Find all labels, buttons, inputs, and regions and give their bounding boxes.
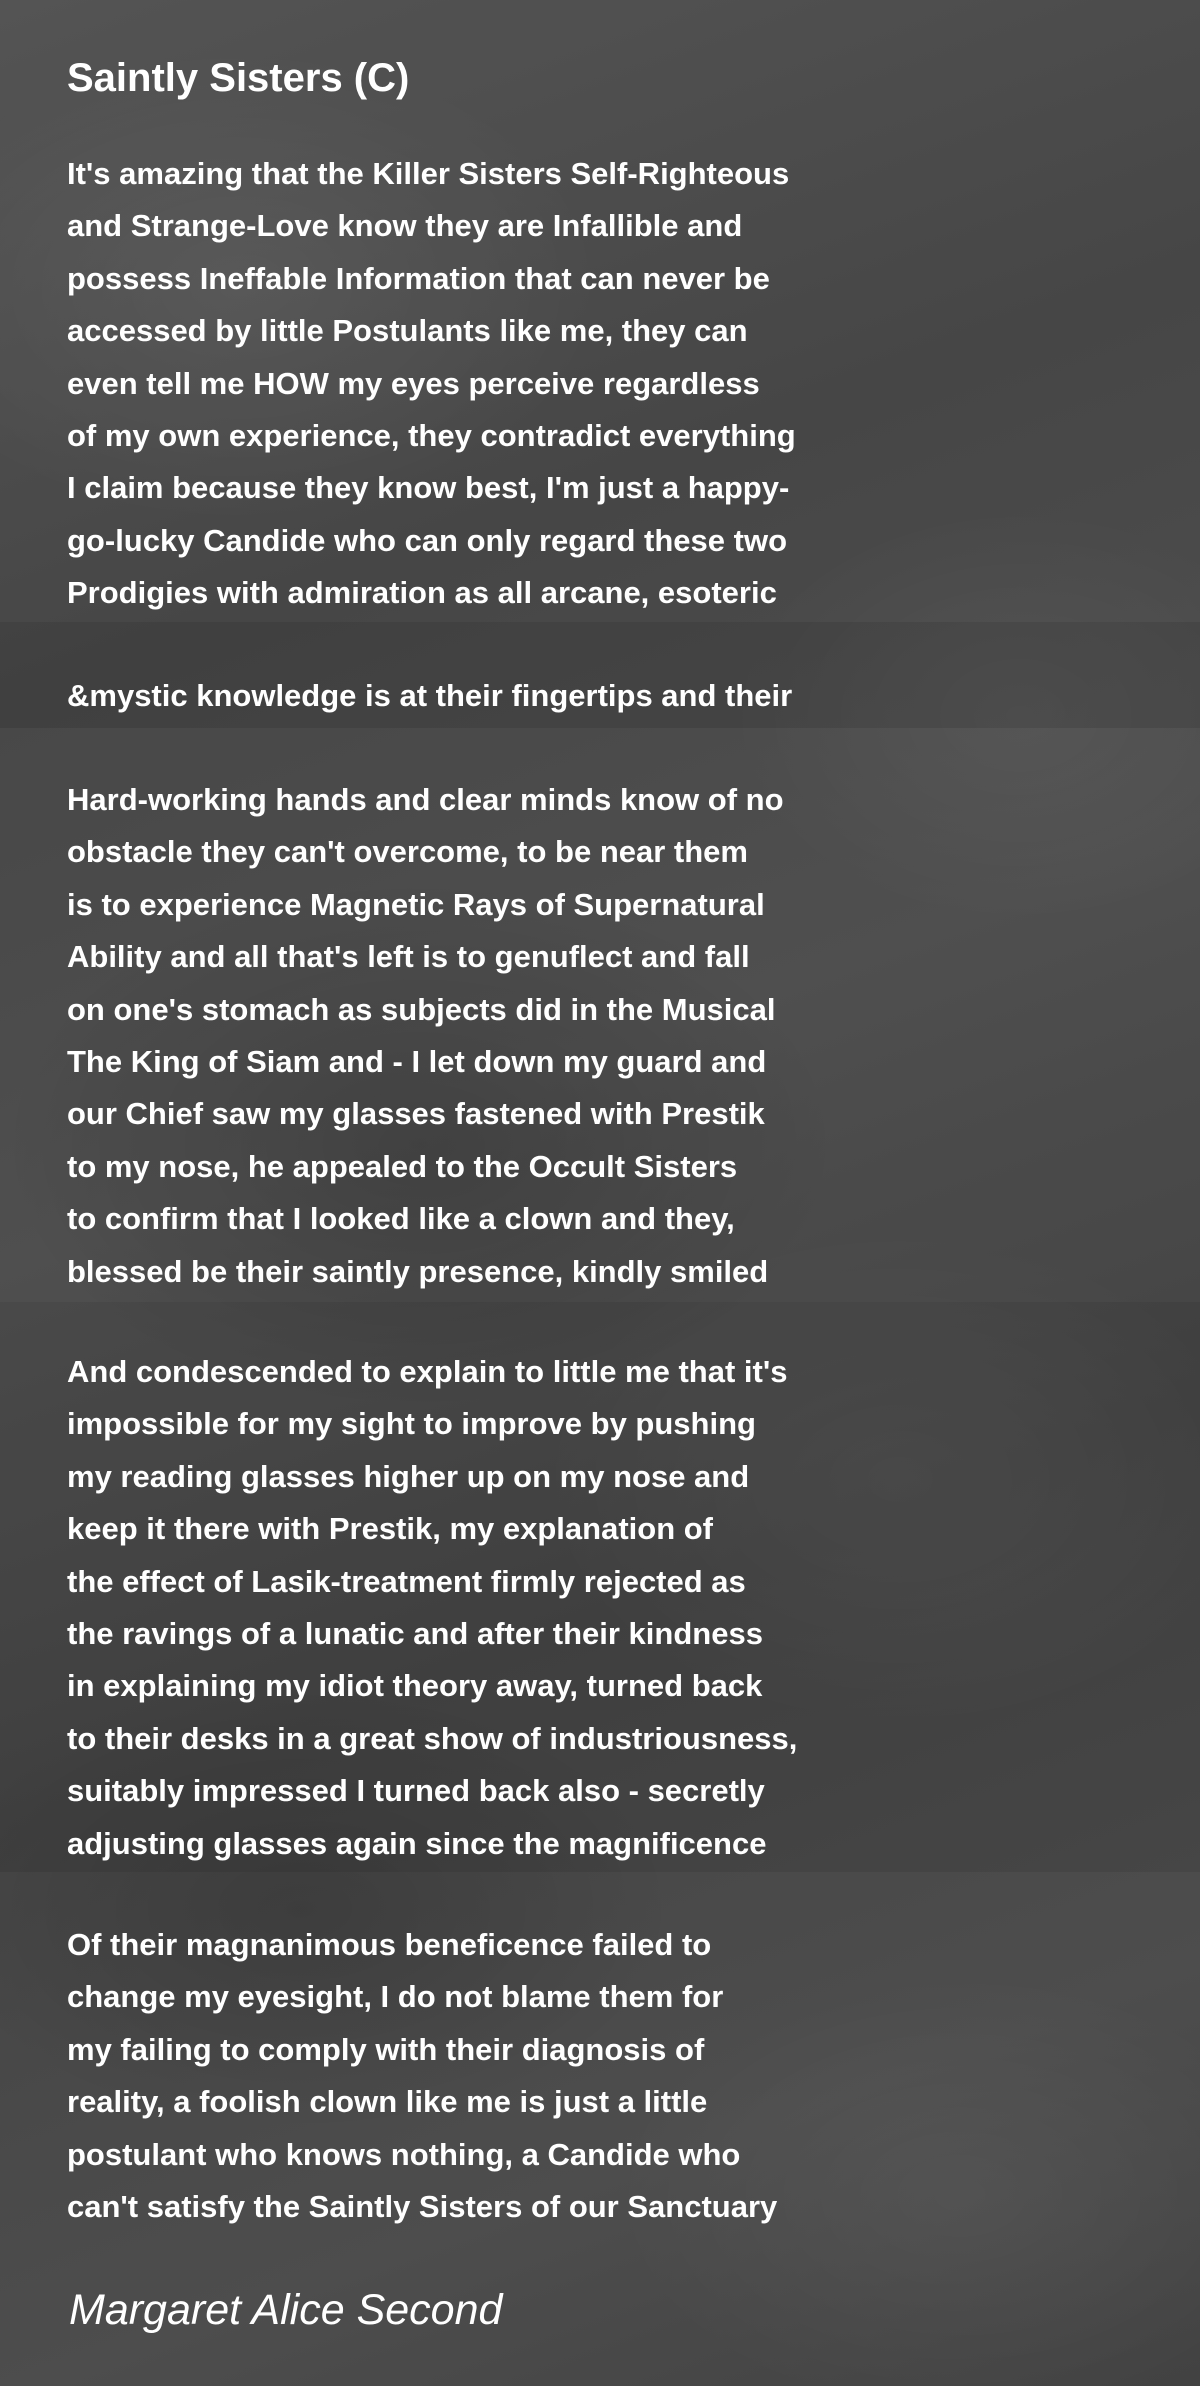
poem-line: &mystic knowledge is at their fingertips and their	[67, 678, 793, 713]
poem-line: impossible for my sight to improve by pushing	[67, 1406, 756, 1442]
poem-line: The King of Siam and - I let down my guard and	[67, 1043, 767, 1079]
poem-line: suitably impressed I turned back also - secretly	[67, 1773, 765, 1809]
stanza	[67, 774, 784, 1298]
poem-line: of my own experience, they contradict everything	[67, 417, 796, 453]
poem-line: the ravings of a lunatic and after their kindness	[67, 1615, 763, 1651]
poem-line: our Chief saw my glasses fastened with Prestik	[67, 1096, 765, 1132]
poem-line: Of their magnanimous beneficence failed to	[67, 1927, 712, 1962]
poem-line: can't satisfy the Saintly Sisters of our Sanctuary	[67, 2188, 778, 2224]
poem-line: to my nose, he appealed to the Occult Sisters	[67, 1148, 738, 1184]
stanza	[67, 148, 796, 620]
poem-line: postulant who knows nothing, a Candide who	[67, 2136, 741, 2172]
poem-line: on one's stomach as subjects did in the Musical	[67, 991, 776, 1027]
poem-line: adjusting glasses again since the magnificence	[67, 1825, 767, 1861]
poem-line: It's amazing that the Killer Sisters Self-Righteous	[67, 156, 790, 191]
poem-line: my failing to comply with their diagnosis of	[67, 2031, 705, 2067]
poem-line: Prodigies with admiration as all arcane, esoteric	[67, 575, 777, 611]
poem-line: to their desks in a great show of industriousness,	[67, 1720, 798, 1756]
stanza	[67, 670, 792, 722]
poem-line: change my eyesight, I do not blame them for	[67, 1979, 724, 2015]
poem-author: Margaret Alice Second	[69, 2286, 503, 2334]
poem-line: possess Ineffable Information that can never be	[67, 260, 770, 296]
poem-line: obstacle they can't overcome, to be near them	[67, 834, 748, 870]
poem-line: and Strange-Love know they are Infallible and	[67, 208, 743, 244]
poem-line: the effect of Lasik-treatment firmly rejected as	[67, 1563, 746, 1599]
poem-line: keep it there with Prestik, my explanation of	[67, 1511, 714, 1547]
poem-line: in explaining my idiot theory away, turned back	[67, 1668, 763, 1704]
poem-line: Hard-working hands and clear minds know of no	[67, 782, 784, 817]
poem-line: accessed by little Postulants like me, they can	[67, 313, 748, 349]
poem-line: And condescended to explain to little me that it's	[67, 1354, 788, 1389]
poem-line: to confirm that I looked like a clown and they,	[67, 1201, 735, 1237]
poem-line: reality, a foolish clown like me is just a little	[67, 2084, 708, 2120]
poem-line: even tell me HOW my eyes perceive regardless	[67, 365, 760, 401]
poem-line: is to experience Magnetic Rays of Supernatural	[67, 886, 765, 922]
poem-line: Ability and all that's left is to genuflect and fall	[67, 939, 750, 975]
poem-line: I claim because they know best, I'm just a happy-	[67, 470, 790, 506]
stanza	[67, 1919, 777, 2233]
poem-line: go-lucky Candide who can only regard these two	[67, 522, 788, 558]
stanza	[67, 1346, 797, 1870]
poem-line: my reading glasses higher up on my nose and	[67, 1458, 750, 1494]
poem-title: Saintly Sisters (C)	[67, 56, 410, 100]
poem-line: blessed be their saintly presence, kindly smiled	[67, 1253, 769, 1289]
